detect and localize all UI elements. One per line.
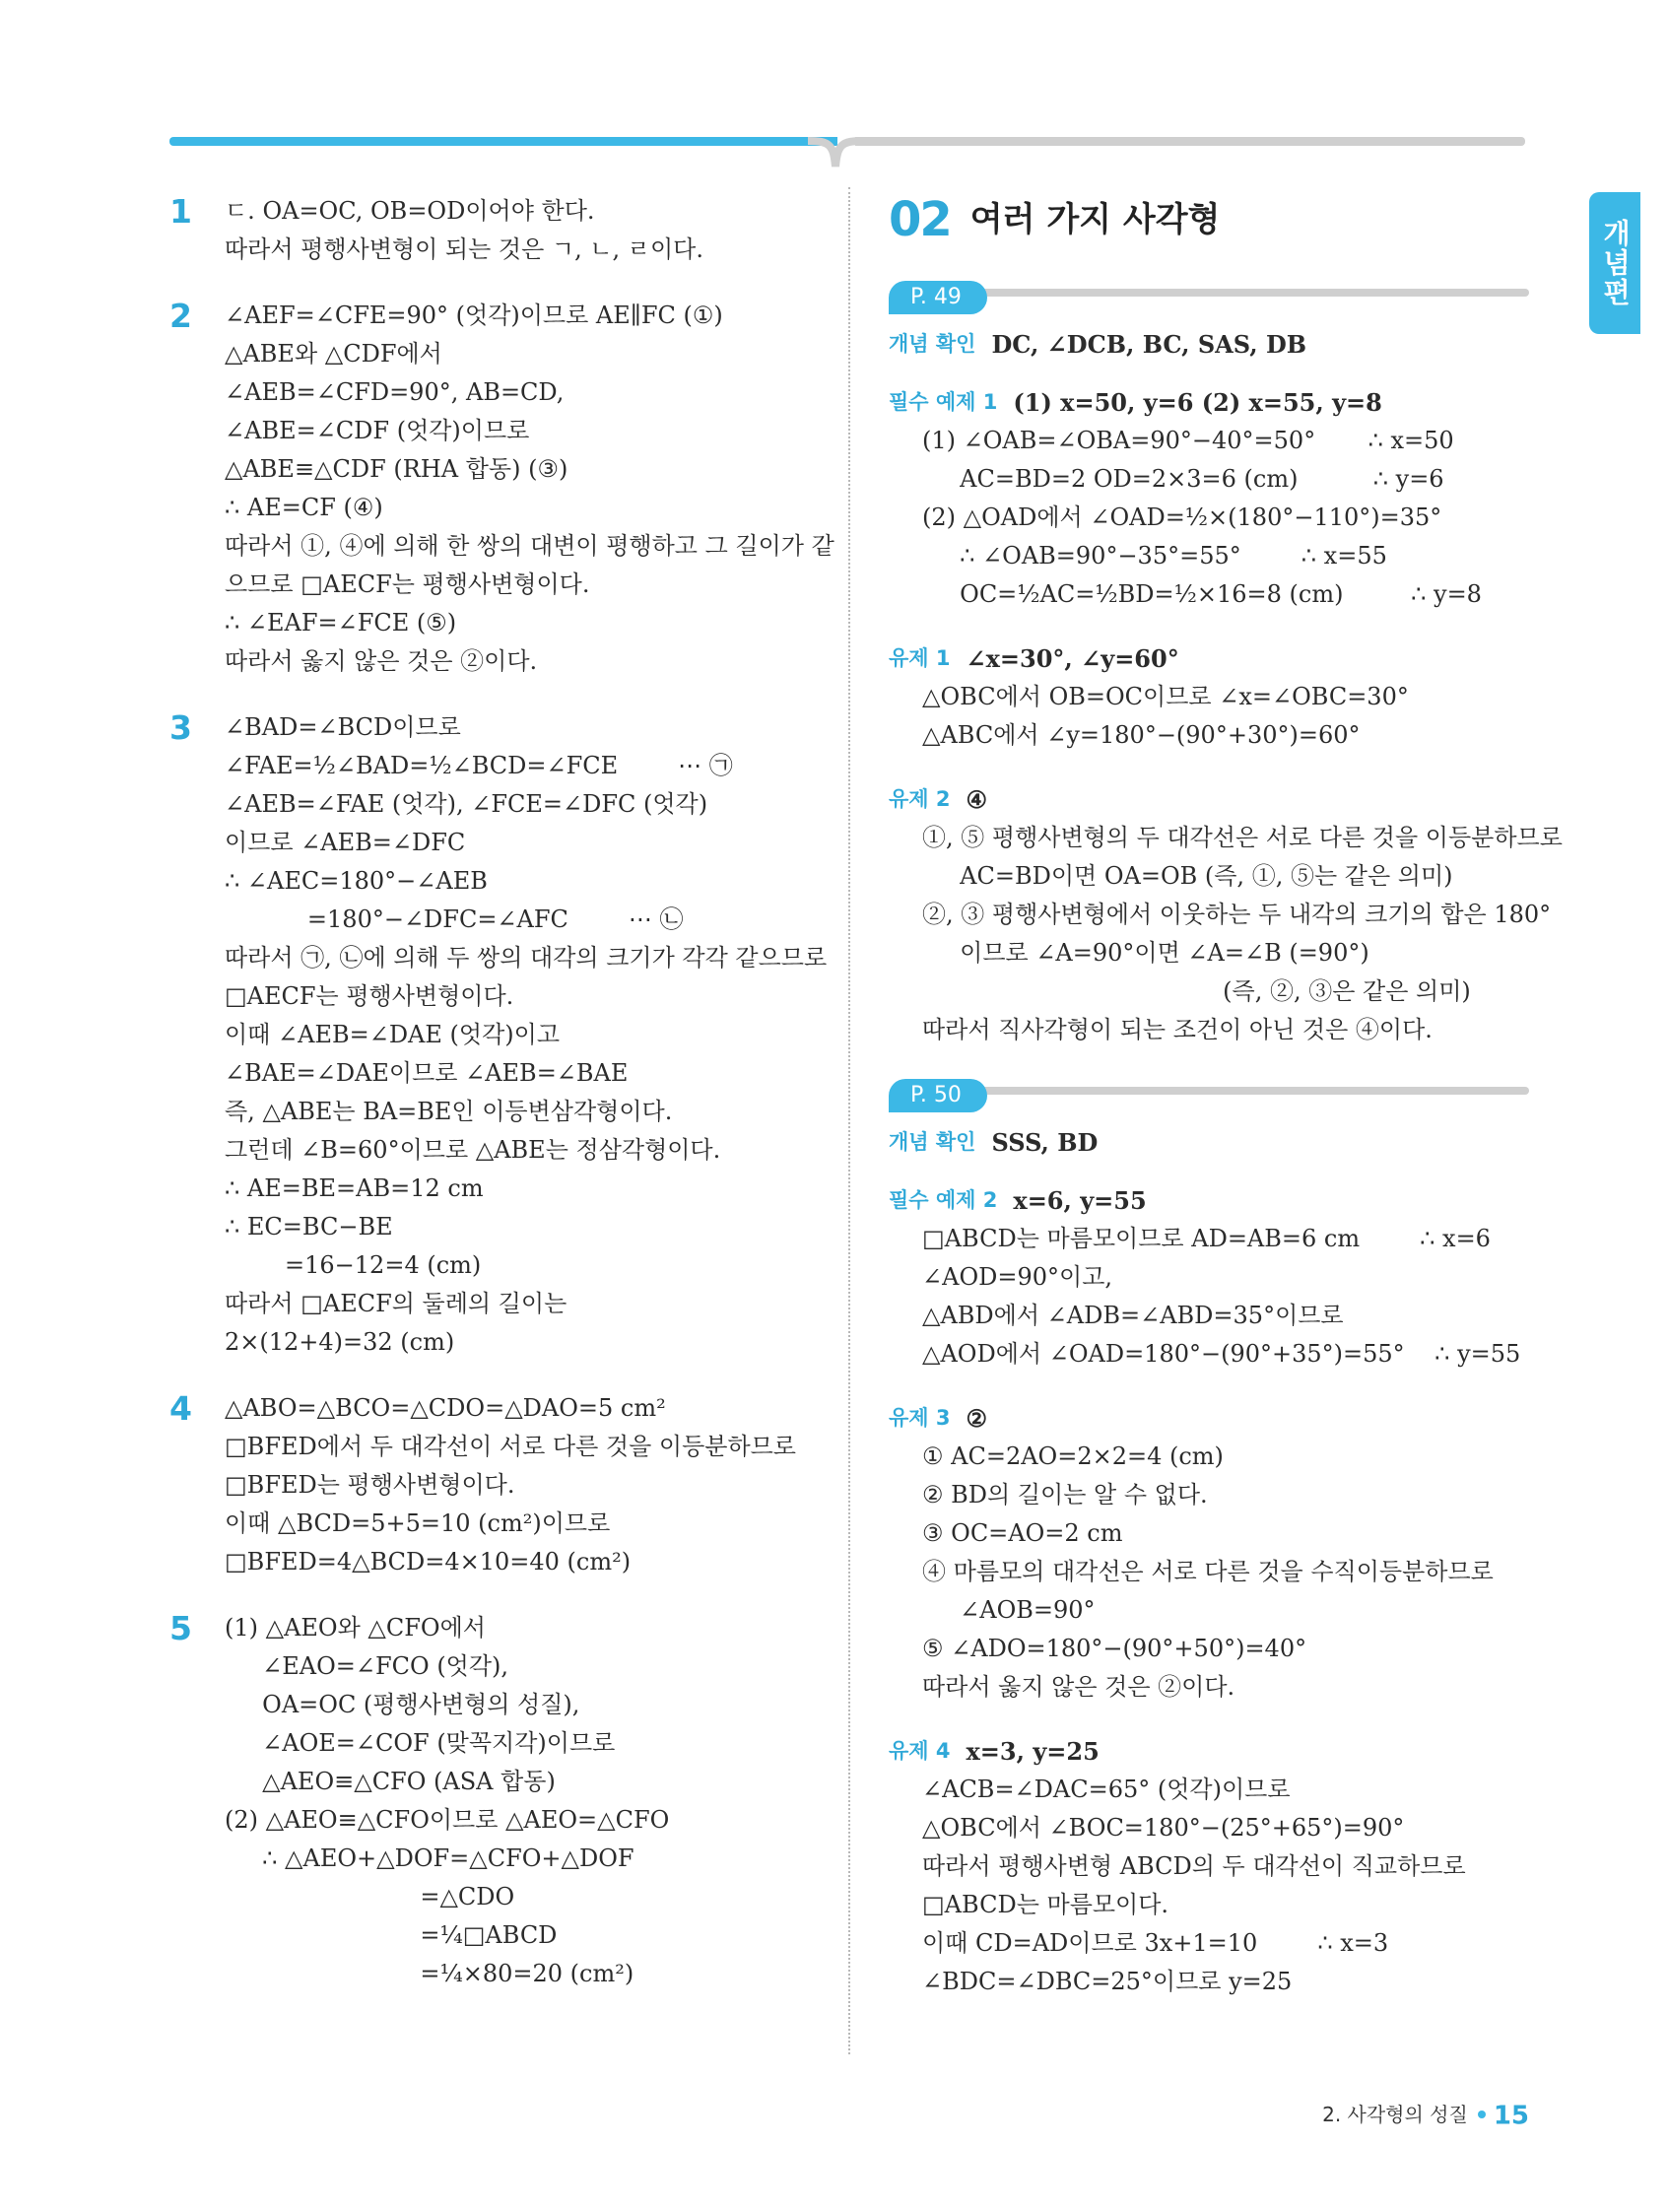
solution-line: 으므로 □AECF는 평행사변형이다. [225, 570, 590, 598]
solution-line: △OBC에서 ∠BOC=180°−(25°+65°)=90° [922, 1814, 1405, 1842]
solution-line: ∠AOB=90° [922, 1596, 1096, 1624]
example-answer: x=6, y=55 [1013, 1186, 1147, 1215]
solution-line: △AOD에서 ∠OAD=180°−(90°+35°)=55° ∴ y=55 [922, 1340, 1521, 1368]
chapter-title: 2. 사각형의 성질 [1322, 2103, 1468, 2126]
solution-line: ∠EAO=∠FCO (엇각), [225, 1652, 509, 1680]
example-label: 유제 1 [889, 646, 951, 670]
solution-line: △OBC에서 OB=OC이므로 ∠x=∠OBC=30° [922, 683, 1409, 710]
example-label: 유제 3 [889, 1406, 951, 1430]
solution-line: =16−12=4 (cm) [225, 1251, 482, 1279]
solution-line: ①, ⑤ 평행사변형의 두 대각선은 서로 다른 것을 이등분하므로 [922, 824, 1563, 851]
problem-number: 2 [169, 297, 192, 335]
solution-line: ∠AOE=∠COF (맞꼭지각)이므로 [225, 1729, 616, 1757]
solution-line: ∠AEB=∠CFD=90°, AB=CD, [225, 378, 565, 406]
side-tab[interactable]: 개념편 [1589, 192, 1640, 334]
example-block [889, 639, 1529, 755]
solution-line: 따라서 평행사변형이 되는 것은 ㄱ, ㄴ, ㄹ이다. [225, 235, 703, 263]
solution-line: □AECF는 평행사변형이다. [225, 982, 514, 1010]
solution-line: ∠AEB=∠FAE (엇각), ∠FCE=∠DFC (엇각) [225, 790, 708, 818]
example-block [889, 1181, 1529, 1374]
example-block [889, 1732, 1529, 2001]
solution-line: △ABD에서 ∠ADB=∠ABD=35°이므로 [922, 1302, 1344, 1329]
concept-label: 개념 확인 [889, 1129, 976, 1154]
page-ref-tab[interactable]: P. 50 [889, 1079, 987, 1112]
concept-label: 개념 확인 [889, 331, 976, 356]
solution-line: 따라서 □AECF의 둘레의 길이는 [225, 1290, 567, 1317]
solution-line: △ABO=△BCO=△CDO=△DAO=5 cm² [225, 1394, 666, 1422]
right-column [889, 191, 1563, 2027]
solution-line: ∴ ∠AEC=180°−∠AEB [225, 867, 488, 895]
example-label: 필수 예제 2 [889, 1188, 998, 1212]
example-answer: (1) x=50, y=6 (2) x=55, y=8 [1013, 388, 1382, 417]
solution-line: 이므로 ∠A=90°이면 ∠A=∠B (=90°) [922, 939, 1369, 967]
page-ref-row [889, 1079, 1529, 1112]
section-number: 02 [889, 191, 951, 247]
concept-answer: DC, ∠DCB, BC, SAS, DB [991, 329, 1307, 359]
problem-number: 1 [169, 192, 192, 231]
solution-line: 그런데 ∠B=60°이므로 △ABE는 정삼각형이다. [225, 1136, 721, 1164]
solution-line: ∴ AE=BE=AB=12 cm [225, 1174, 484, 1202]
solution-line: ∠BAE=∠DAE이므로 ∠AEB=∠BAE [225, 1059, 629, 1087]
solution-line: ③ OC=AO=2 cm [922, 1519, 1123, 1547]
solution-line: AC=BD이면 OA=OB (즉, ①, ⑤는 같은 의미) [922, 862, 1453, 890]
section-title: 여러 가지 사각형 [969, 199, 1221, 239]
example-label: 유제 4 [889, 1739, 951, 1763]
solution-line: ㄷ. OA=OC, OB=OD이어야 한다. [225, 197, 595, 225]
problem-5 [169, 1609, 820, 1993]
example-answer: x=3, y=25 [966, 1737, 1100, 1766]
problem-number: 3 [169, 708, 192, 747]
concept-check [889, 322, 1529, 366]
page-ref-tab[interactable]: P. 49 [889, 281, 987, 314]
solution-line: 따라서 ①, ④에 의해 한 쌍의 대변이 평행하고 그 길이가 같 [225, 532, 834, 560]
example-label: 필수 예제 1 [889, 390, 998, 414]
example-answer: ∠x=30°, ∠y=60° [966, 644, 1179, 673]
page-number: 15 [1493, 2101, 1529, 2131]
solution-line: (2) △OAD에서 ∠OAD=½×(180°−110°)=35° [922, 503, 1442, 531]
solution-line: 따라서 옳지 않은 것은 ②이다. [922, 1673, 1235, 1701]
solution-line: △ABE와 △CDF에서 [225, 340, 442, 368]
solution-line: =△CDO [225, 1883, 515, 1910]
solution-line: □ABCD는 마름모이다. [922, 1891, 1169, 1918]
solution-line: ② BD의 길이는 알 수 없다. [922, 1481, 1208, 1508]
solution-line: ∠FAE=½∠BAD=½∠BCD=∠FCE ⋯ ㉠ [225, 752, 733, 779]
solution-line: OA=OC (평행사변형의 성질), [225, 1691, 580, 1718]
solution-line: ∴ ∠OAB=90°−35°=55° ∴ x=55 [922, 542, 1387, 570]
solution-line: △AEO≡△CFO (ASA 합동) [225, 1768, 556, 1795]
solution-line: 이때 ∠AEB=∠DAE (엇각)이고 [225, 1021, 560, 1048]
left-column [169, 192, 834, 2021]
example-block [889, 1399, 1529, 1707]
solution-line: =180°−∠DFC=∠AFC ⋯ ㉡ [225, 905, 684, 933]
problem-1 [169, 192, 820, 269]
solution-line: ∴ △AEO+△DOF=△CFO+△DOF [225, 1844, 634, 1872]
column-divider [848, 187, 850, 2054]
solution-line: ∠ACB=∠DAC=65° (엇각)이므로 [922, 1776, 1291, 1803]
page-ref-rule [977, 289, 1529, 297]
solution-line: (1) ∠OAB=∠OBA=90°−40°=50° ∴ x=50 [922, 427, 1454, 454]
problem-number: 5 [169, 1609, 192, 1647]
solution-line: 이때 CD=AD이므로 3x+1=10 ∴ x=3 [922, 1929, 1389, 1957]
top-rule-gray [855, 137, 1525, 146]
solution-line: △ABE≡△CDF (RHA 합동) (③) [225, 455, 568, 483]
solution-line: ∠AEF=∠CFE=90° (엇각)이므로 AE∥FC (①) [225, 302, 723, 329]
solution-line: ∠ABE=∠CDF (엇각)이므로 [225, 417, 530, 444]
solution-line: ∠BDC=∠DBC=25°이므로 y=25 [922, 1968, 1293, 1995]
solution-line: =¼□ABCD [225, 1921, 558, 1949]
problem-3 [169, 708, 828, 1362]
solution-line: △ABC에서 ∠y=180°−(90°+30°)=60° [922, 721, 1361, 749]
solution-line: ④ 마름모의 대각선은 서로 다른 것을 수직이등분하므로 [922, 1558, 1494, 1585]
solution-line: =¼×80=20 (cm²) [225, 1960, 634, 1987]
page-ref-rule [977, 1087, 1529, 1095]
example-block [889, 383, 1529, 614]
solution-line: (1) △AEO와 △CFO에서 [225, 1614, 486, 1642]
concept-check [889, 1120, 1529, 1164]
solution-line: (즉, ②, ③은 같은 의미) [922, 977, 1471, 1005]
solution-line: ∠BAD=∠BCD이므로 [225, 713, 461, 741]
solution-line: □BFED에서 두 대각선이 서로 다른 것을 이등분하므로 [225, 1433, 796, 1460]
top-rule-blue [169, 137, 837, 146]
solution-line: ∴ ∠EAF=∠FCE (⑤) [225, 609, 457, 637]
solution-line: ⑤ ∠ADO=180°−(90°+50°)=40° [922, 1635, 1307, 1662]
section-header [889, 192, 1529, 247]
page-footer [1320, 2099, 1529, 2131]
example-answer: ② [966, 1404, 988, 1433]
solution-line: 즉, △ABE는 BA=BE인 이등변삼각형이다. [225, 1098, 673, 1125]
solution-line: ∴ AE=CF (④) [225, 494, 383, 521]
concept-answer: SSS, BD [991, 1127, 1099, 1157]
problem-2 [169, 297, 834, 681]
solution-line: AC=BD=2 OD=2×3=6 (cm) ∴ y=6 [922, 465, 1444, 493]
page-ref-row [889, 281, 1529, 314]
footer-dot-icon [1478, 2111, 1486, 2118]
solution-line: ②, ③ 평행사변형에서 이웃하는 두 내각의 크기의 합은 180° [922, 901, 1552, 928]
example-block [889, 780, 1563, 1049]
solution-line: 2×(12+4)=32 (cm) [225, 1328, 455, 1356]
example-label: 유제 2 [889, 787, 951, 811]
solution-line: 따라서 ㉠, ㉡에 의해 두 쌍의 대각의 크기가 각각 같으므로 [225, 944, 828, 972]
solution-line: 따라서 평행사변형 ABCD의 두 대각선이 직교하므로 [922, 1852, 1466, 1880]
solution-line: 이므로 ∠AEB=∠DFC [225, 829, 466, 856]
solution-line: 이때 △BCD=5+5=10 (cm²)이므로 [225, 1509, 611, 1537]
solution-line: □BFED=4△BCD=4×10=40 (cm²) [225, 1548, 632, 1575]
example-answer: ④ [966, 785, 988, 814]
solution-line: ∠AOD=90°이고, [922, 1263, 1113, 1291]
solution-line: □ABCD는 마름모이므로 AD=AB=6 cm ∴ x=6 [922, 1225, 1491, 1252]
problem-4 [169, 1389, 820, 1581]
solution-line: 따라서 직사각형이 되는 조건이 아닌 것은 ④이다. [922, 1016, 1433, 1043]
solution-line: □BFED는 평행사변형이다. [225, 1471, 515, 1499]
solution-line: 따라서 옳지 않은 것은 ②이다. [225, 647, 538, 675]
solution-line: OC=½AC=½BD=½×16=8 (cm) ∴ y=8 [922, 580, 1482, 608]
solution-line: ① AC=2AO=2×2=4 (cm) [922, 1442, 1224, 1470]
solution-line: ∴ EC=BC−BE [225, 1213, 393, 1240]
solution-line: (2) △AEO≡△CFO이므로 △AEO=△CFO [225, 1806, 670, 1834]
problem-number: 4 [169, 1389, 192, 1428]
